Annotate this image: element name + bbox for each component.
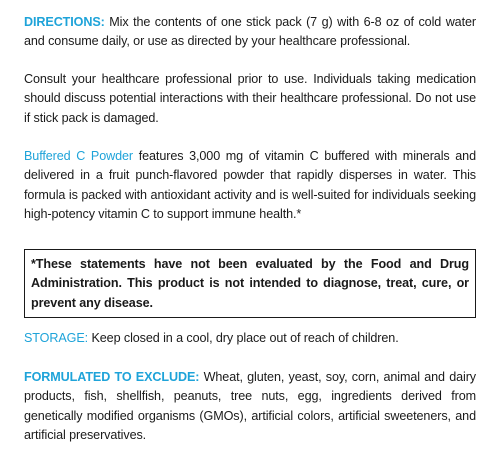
formulated-to-exclude-label: FORMULATED TO EXCLUDE: [24,370,200,384]
product-description-text: features 3,000 mg of vitamin C buffered with minerals and delivered in a fruit punch-flavored powder that rapidly disperses in water. This formula is packed with antioxidant activity and is well-suited for individuals seeking high-potency vitamin C to support immune health.* [24,149,476,222]
directions-label: DIRECTIONS: [24,15,105,29]
formulated-to-exclude-text: Wheat, gluten, yeast, soy, corn, animal and dairy products, fish, shellfish, peanuts, tree nuts, egg, ingredients derived from genetically modified organisms (GMOs), artificial colors, artificial sweeteners, and artificial preservatives. [24,370,477,443]
consult-text: Consult your healthcare professional prior to use. Individuals taking medication should discuss potential interactions with their healthcare professional. Do not use if stick pack is damaged. [24,72,476,125]
product-name-label: Buffered C Powder [24,149,134,163]
directions-text: Mix the contents of one stick pack (7 g) with 6-8 oz of cold water and consume daily, or use as directed by your healthcare professional. [24,15,476,49]
product-description-paragraph [24,147,476,225]
consult-paragraph [24,70,476,128]
storage-label: STORAGE: [24,331,89,345]
storage-text: Keep closed in a cool, dry place out of reach of children. [91,331,399,345]
fda-disclaimer-text: *These statements have not been evaluated by the Food and Drug Administration. This product is not intended to diagnose, treat, cure, or prevent any disease. [31,257,469,310]
directions-paragraph [24,13,476,52]
formulated-to-exclude-paragraph [24,368,476,446]
storage-paragraph [24,329,476,348]
fda-disclaimer-box [24,249,476,318]
